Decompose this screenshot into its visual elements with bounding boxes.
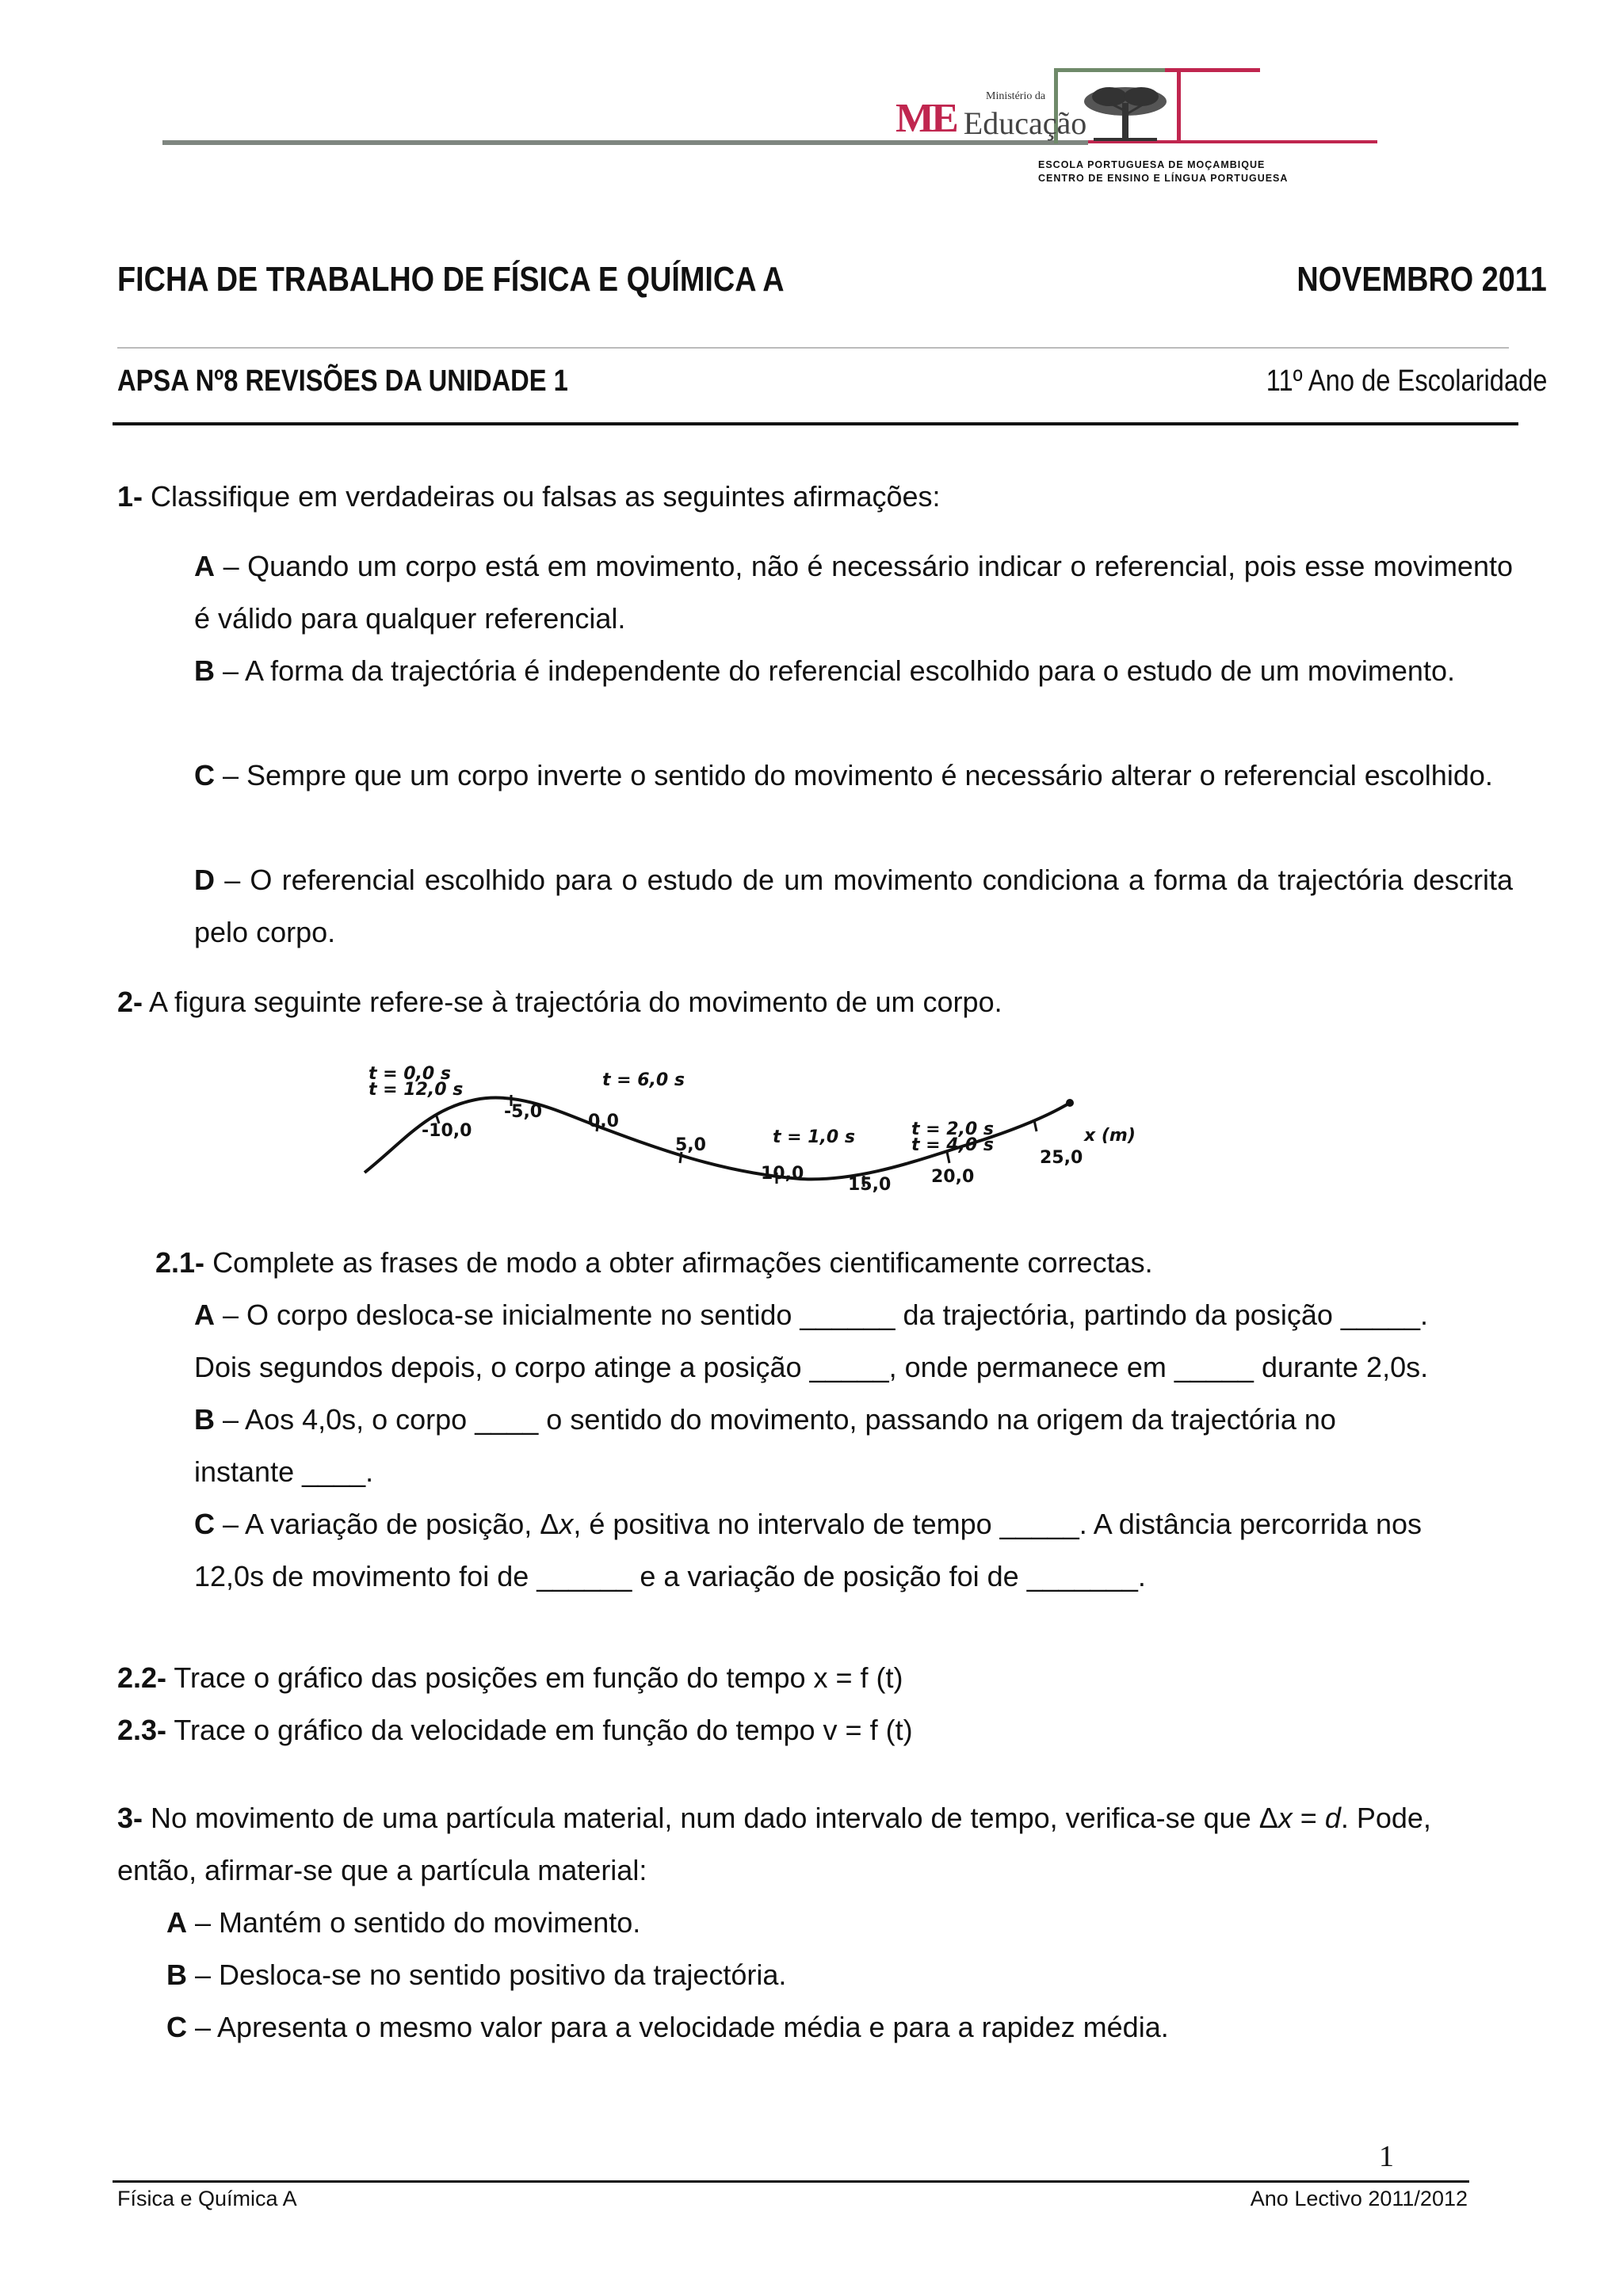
question-number: 2.2- — [117, 1661, 167, 1694]
time-label: t = 0,0 s — [369, 1064, 451, 1084]
ministry-name: Educação — [963, 105, 1087, 141]
position-label: 20,0 — [931, 1167, 975, 1187]
question-2-3 — [117, 1704, 1512, 1756]
position-label: 15,0 — [848, 1175, 892, 1195]
q21-item-b — [194, 1394, 1513, 1446]
item-letter: A — [166, 1906, 187, 1939]
q21-item-a — [194, 1289, 1513, 1394]
q1-item-a — [194, 540, 1513, 645]
footer-year: Ano Lectivo 2011/2012 — [1250, 2187, 1468, 2210]
item-line: 12,0s de movimento foi de ______ e a variação de posição foi de _______. — [194, 1560, 1146, 1592]
ministry-logo — [896, 90, 1087, 142]
question-text: A figura seguinte refere-se à trajectória do movimento de um corpo. — [149, 986, 1002, 1018]
divider — [113, 422, 1518, 425]
item-letter: A — [194, 1299, 215, 1331]
document-subtitle: APSA Nº8 REVISÕES DA UNIDADE 1 — [117, 364, 568, 398]
question-3 — [117, 1792, 1512, 1897]
question-1 — [117, 471, 1512, 523]
question-text: Complete as frases de modo a obter afirmações cientificamente correctas. — [212, 1246, 1153, 1279]
question-text: No movimento de uma partícula material, num dado intervalo de tempo, verifica-se que Δ — [151, 1802, 1278, 1834]
question-number: 3- — [117, 1802, 143, 1834]
item-text: – Mantém o sentido do movimento. — [187, 1906, 641, 1939]
page-number: 1 — [1379, 2140, 1394, 2173]
position-tick — [1034, 1120, 1037, 1131]
question-text: Trace o gráfico da velocidade em função do tempo v = f (t) — [174, 1714, 913, 1746]
q1-item-b — [194, 645, 1513, 697]
document-date: NOVEMBRO 2011 — [1296, 260, 1547, 299]
item-line — [194, 1498, 1513, 1550]
q1-item-c — [194, 749, 1513, 802]
school-line: CENTRO DE ENSINO E LÍNGUA PORTUGUESA — [1038, 173, 1289, 184]
item-letter: C — [194, 1508, 215, 1540]
item-text: , é positiva no intervalo de tempo _____. A distância percorrida nos — [573, 1508, 1422, 1540]
school-line: ESCOLA PORTUGUESA DE MOÇAMBIQUE — [1038, 159, 1266, 170]
school-name — [1038, 158, 1288, 185]
q3-item-c — [166, 2001, 1514, 2054]
trajectory-figure — [357, 1054, 1189, 1204]
trajectory-end-point — [1066, 1099, 1074, 1107]
question-number: 2- — [117, 986, 143, 1018]
time-label: t = 4,0 s — [911, 1135, 994, 1155]
item-letter: B — [194, 654, 215, 687]
time-label: t = 6,0 s — [602, 1070, 685, 1090]
question-number: 2.1- — [155, 1246, 205, 1279]
question-text: Classifique em verdadeiras ou falsas as seguintes afirmações: — [151, 480, 941, 513]
logo-frame — [1177, 68, 1181, 143]
question-number: 1- — [117, 480, 143, 513]
time-label: t = 1,0 s — [773, 1127, 855, 1147]
question-line: então, afirmar-se que a partícula material: — [117, 1854, 647, 1886]
position-label: -10,0 — [422, 1121, 472, 1141]
position-label: -5,0 — [504, 1102, 543, 1122]
footer-rule — [113, 2180, 1469, 2183]
item-text: – O referencial escolhido para o estudo de um movimento condiciona a forma da trajectória descrita pelo corpo. — [194, 864, 1513, 948]
item-text: – Quando um corpo está em movimento, não é necessário indicar o referencial, pois esse movimento é válido para qualquer referencial. — [194, 550, 1513, 635]
position-label: 0,0 — [588, 1112, 619, 1131]
q1-item-d — [194, 854, 1513, 959]
item-letter: B — [166, 1958, 187, 1991]
item-line: Dois segundos depois, o corpo atinge a posição _____, onde permanece em _____ durante 2,0s. — [194, 1351, 1429, 1383]
time-label: t = 2,0 s — [911, 1119, 994, 1139]
axis-label: x (m) — [1084, 1126, 1136, 1146]
tree-icon — [1078, 79, 1173, 151]
question-2 — [117, 976, 1512, 1028]
position-label: 5,0 — [675, 1135, 706, 1155]
variable: x — [559, 1508, 574, 1540]
question-2-1 — [155, 1237, 1510, 1289]
item-letter: C — [166, 2011, 187, 2043]
item-text: – Apresenta o mesmo valor para a velocidade média e para a rapidez média. — [187, 2011, 1169, 2043]
q3-item-a — [166, 1897, 1514, 1949]
ministry-small-label: Ministério da — [986, 90, 1046, 102]
item-line — [194, 1289, 1513, 1341]
q21-item-b-cont: instante ____. — [194, 1455, 374, 1488]
document-title: FICHA DE TRABALHO DE FÍSICA E QUÍMICA A — [117, 260, 785, 299]
q21-item-c — [194, 1498, 1513, 1603]
item-letter: D — [194, 864, 215, 896]
variable: d — [1324, 1802, 1341, 1834]
question-line — [117, 1792, 1512, 1844]
position-label: 10,0 — [761, 1164, 804, 1184]
item-text: – A forma da trajectória é independente do referencial escolhido para o estudo de um movimento. — [215, 654, 1455, 687]
item-text: – A variação de posição, Δ — [215, 1508, 559, 1540]
item-letter: C — [194, 759, 215, 791]
grade-label: 11º Ano de Escolaridade — [1266, 364, 1547, 398]
question-text: = — [1292, 1802, 1325, 1834]
ministry-mark: ME — [896, 96, 956, 141]
item-letter: A — [194, 550, 215, 582]
item-letter: B — [194, 1403, 215, 1436]
item-text: – O corpo desloca-se inicialmente no sentido ______ da trajectória, partindo da posição _____. — [215, 1299, 1428, 1331]
question-2-2 — [117, 1652, 1512, 1704]
time-label: t = 12,0 s — [369, 1080, 464, 1100]
footer-course: Física e Química A — [117, 2187, 297, 2210]
logo-frame — [1054, 68, 1165, 72]
item-text: – Desloca-se no sentido positivo da trajectória. — [187, 1958, 787, 1991]
question-text: Trace o gráfico das posições em função do tempo x = f (t) — [174, 1661, 903, 1694]
variable: x — [1277, 1802, 1293, 1834]
divider — [117, 347, 1509, 349]
item-text: – Aos 4,0s, o corpo ____ o sentido do movimento, passando na origem da trajectória no — [215, 1403, 1336, 1436]
q3-item-b — [166, 1949, 1514, 2001]
position-label: 25,0 — [1040, 1148, 1083, 1168]
item-text: – Sempre que um corpo inverte o sentido do movimento é necessário alterar o referencial escolhido. — [215, 759, 1493, 791]
question-text: . Pode, — [1340, 1802, 1431, 1834]
question-number: 2.3- — [117, 1714, 167, 1746]
